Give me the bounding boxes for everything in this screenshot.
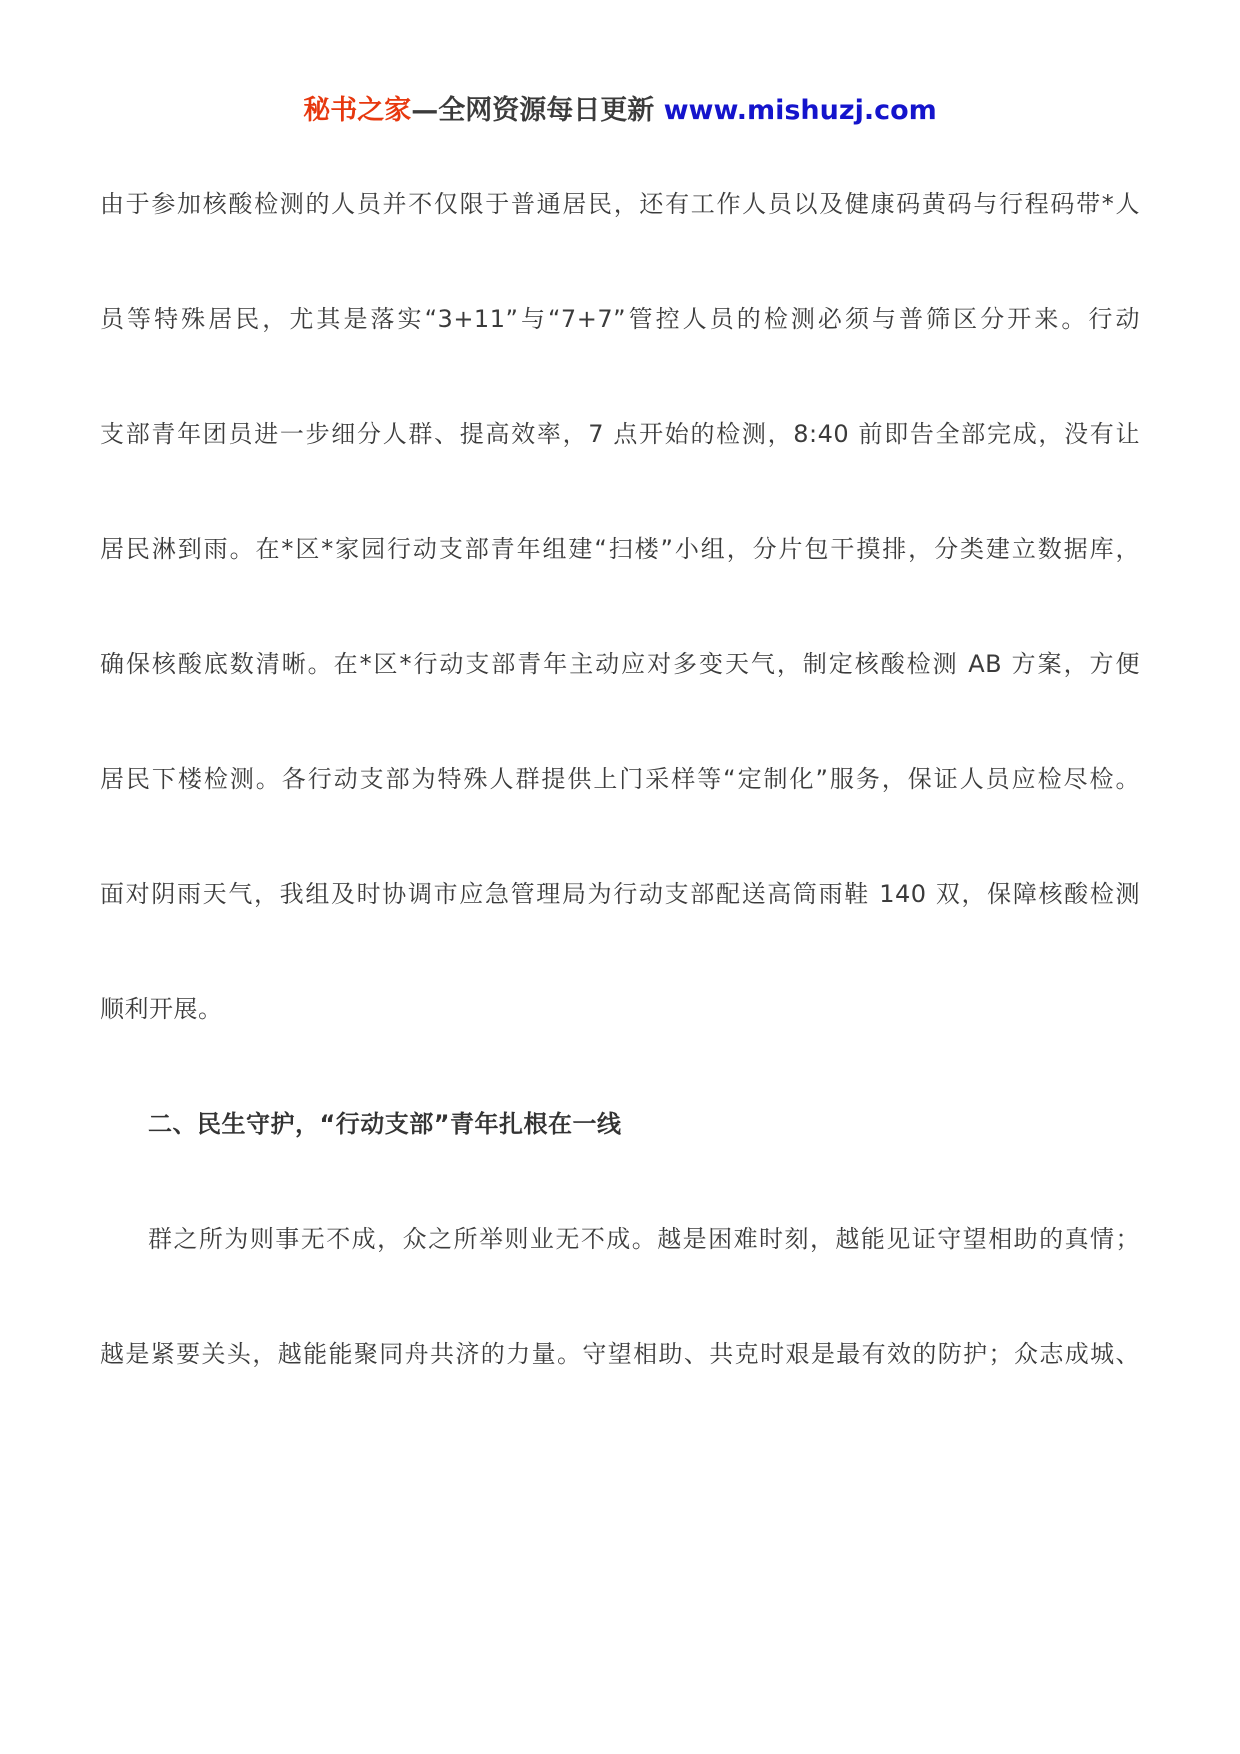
paragraph-line: 员等特殊居民，尤其是落实“3+11”与“7+7”管控人员的检测必须与普筛区分开来。行动 — [100, 305, 1140, 333]
paragraph-line: 群之所为则事无不成，众之所举则业无不成。越是困难时刻，越能见证守望相助的真情； — [148, 1225, 1140, 1253]
paragraph-line: 居民下楼检测。各行动支部为特殊人群提供上门采样等“定制化”服务，保证人员应检尽检。 — [100, 765, 1140, 793]
paragraph-line: 支部青年团员进一步细分人群、提高效率，7 点开始的检测，8:40 前即告全部完成，没有让 — [100, 420, 1140, 448]
site-url-link[interactable]: www.mishuzj.com — [663, 95, 937, 126]
paragraph-line: 由于参加核酸检测的人员并不仅限于普通居民，还有工作人员以及健康码黄码与行程码带*人 — [100, 190, 1140, 218]
document-header — [100, 88, 1140, 127]
paragraph-line: 居民淋到雨。在*区*家园行动支部青年组建“扫楼”小组，分片包干摸排，分类建立数据库， — [100, 535, 1140, 563]
site-brand: 秘书之家 — [303, 95, 412, 126]
paragraph-line: 顺利开展。 — [100, 995, 223, 1023]
document-body — [100, 147, 1140, 1412]
site-tagline: —全网资源每日更新 — [411, 95, 664, 126]
section-heading: 二、民生守护，“行动支部”青年扎根在一线 — [148, 1110, 622, 1138]
paragraph-line: 确保核酸底数清晰。在*区*行动支部青年主动应对多变天气，制定核酸检测 AB 方案，方便 — [100, 650, 1140, 678]
paragraph-line: 面对阴雨天气，我组及时协调市应急管理局为行动支部配送高筒雨鞋 140 双，保障核酸检测 — [100, 880, 1140, 908]
paragraph-line: 越是紧要关头，越能能聚同舟共济的力量。守望相助、共克时艰是最有效的防护；众志成城、 — [100, 1340, 1140, 1368]
